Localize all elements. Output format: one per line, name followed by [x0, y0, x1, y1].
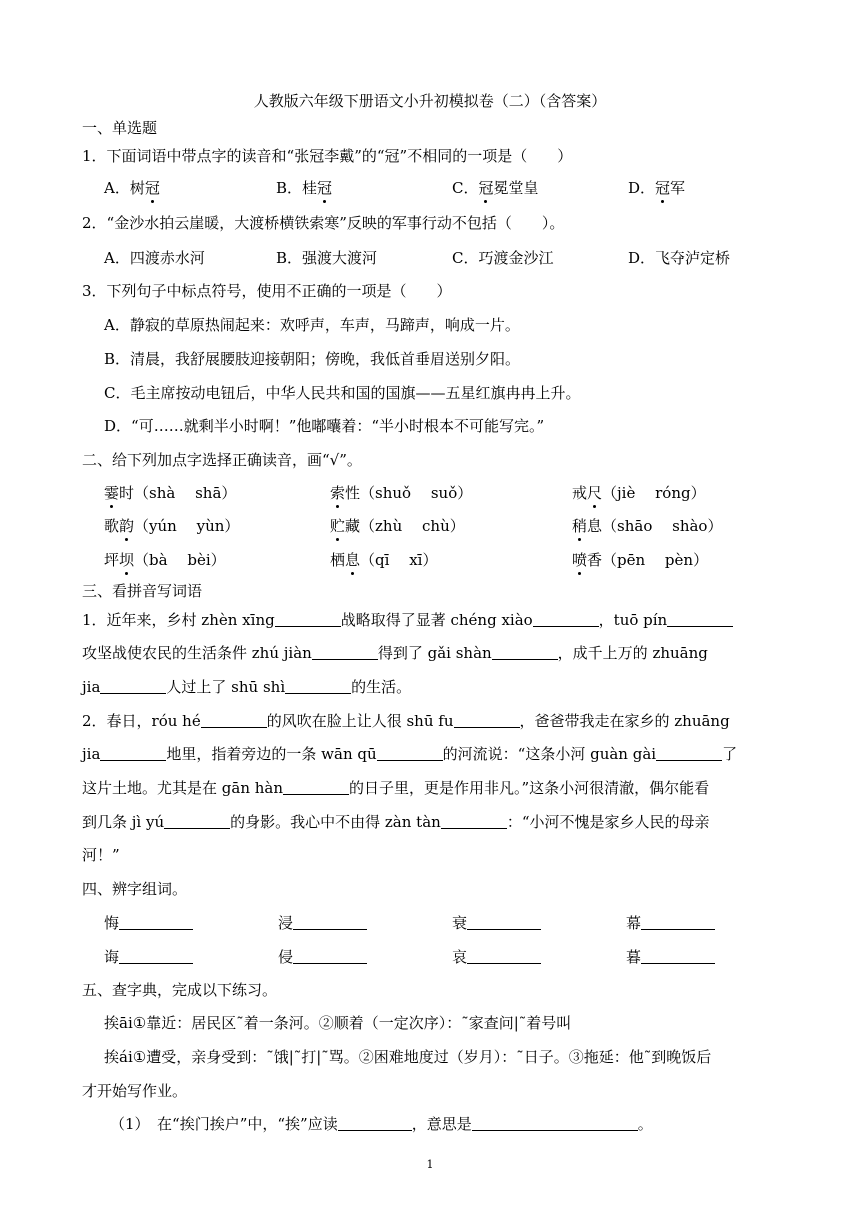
question-3-option-b: B．清晨，我舒展腰肢迎接朝阳；傍晚，我低首垂眉送别夕阳。 [104, 350, 521, 368]
q3-2-line-3: 这片土地。尤其是在 gān hàn 的日子里，更是作用非凡。”这条小河很清澈，偶尔能看 [82, 779, 710, 797]
question-3-stem: 3．下列句子中标点符号，使用不正确的一项是（ ） [82, 282, 452, 300]
dotted-char: 贮 [330, 517, 346, 535]
dictionary-entry-ai1: 挨āi①靠近：居民区˜着一条河。②顺着（一定次序）：˜家查问|˜着号叫 [104, 1014, 572, 1032]
blank[interactable] [164, 812, 230, 829]
question-1-stem: 1．下面词语中带点字的读音和“张冠李戴”的“冠”不相同的一项是（ ） [82, 147, 573, 165]
dictionary-entry-ai2-cont: 才开始写作业。 [82, 1082, 188, 1100]
q3-2-line-4: 到几条 jì yú 的身影。我心中不由得 zàn tàn ：“小河不愧是家乡人民的母亲 [82, 813, 710, 831]
blank[interactable] [441, 812, 507, 829]
question-2-option-b: B．强渡大渡河 [276, 249, 378, 267]
blank[interactable] [312, 643, 378, 660]
question-1-option-a: A．树冠 [104, 179, 160, 197]
word-item: 浸 [278, 912, 367, 933]
pinyin-item: 歌韵（yún yùn） [104, 517, 240, 535]
dotted-char: 霎 [104, 484, 120, 502]
q3-1-line-3: jia 人过上了 shū shì 的生活。 [82, 678, 412, 696]
q3-2-line-1: 2．春日，róu hé 的风吹在脸上让人很 shū fu ，爸爸带我走在家乡的 zhuāng [82, 712, 730, 730]
pinyin-item: 喷香（pēn pèn） [572, 551, 709, 569]
dotted-char: 息 [345, 551, 361, 569]
blank[interactable] [472, 1114, 638, 1131]
dotted-char: 冠 [655, 179, 671, 197]
blank[interactable] [285, 677, 351, 694]
dotted-char: 韵 [119, 517, 135, 535]
dotted-char: 稍 [572, 517, 588, 535]
question-2-option-c: C．巧渡金沙江 [452, 249, 554, 267]
question-3-option-c: C．毛主席按动电钮后，中华人民共和国的国旗——五星红旗冉冉上升。 [104, 384, 581, 402]
blank[interactable] [656, 744, 722, 761]
question-3-option-d: D．“可……就剩半小时啊！”他嘟囔着：“半小时根本不可能写完。” [104, 417, 545, 435]
blank[interactable] [201, 711, 267, 728]
blank[interactable] [100, 677, 166, 694]
blank[interactable] [293, 913, 367, 930]
page-number: 1 [426, 1158, 434, 1171]
word-item: 幕 [626, 912, 715, 933]
question-1-option-d: D．冠军 [628, 179, 686, 197]
dotted-char: 冠 [478, 179, 494, 197]
blank[interactable] [467, 913, 541, 930]
word-item: 诲 [104, 946, 193, 967]
word-item: 侵 [278, 946, 367, 967]
question-1-option-c: C．冠冕堂皇 [452, 179, 539, 197]
question-2-stem: 2．“金沙水拍云崖暖，大渡桥横铁索寒”反映的军事行动不包括（ ）。 [82, 214, 565, 232]
word-item: 悔 [104, 912, 193, 933]
pinyin-item: 戒尺（jiè róng） [572, 484, 706, 502]
blank[interactable] [338, 1114, 412, 1131]
section-heading-1: 一、单选题 [82, 119, 158, 137]
q5-sub-1: （1） 在“挨门挨户”中，“挨”应读 ，意思是 。 [110, 1115, 653, 1133]
section-heading-3: 三、看拼音写词语 [82, 582, 203, 600]
blank[interactable] [641, 947, 715, 964]
q3-1-line-1: 1．近年来，乡村 zhèn xīng 战略取得了显著 chéng xiào ，tuō pín [82, 610, 733, 630]
pinyin-item: 坪坝（bà bèi） [104, 551, 226, 569]
section-heading-5: 五、查字典，完成以下练习。 [82, 981, 278, 999]
blank[interactable] [467, 947, 541, 964]
q3-2-line-2: jia 地里，指着旁边的一条 wān qū 的河流说：“这条小河 guàn gài 了 [82, 745, 738, 763]
blank[interactable] [641, 913, 715, 930]
word-item: 哀 [452, 946, 541, 967]
blank[interactable] [667, 610, 733, 627]
document-title: 人教版六年级下册语文小升初模拟卷（二）（含答案） [253, 92, 607, 110]
blank[interactable] [454, 711, 520, 728]
blank[interactable] [283, 778, 349, 795]
blank[interactable] [533, 610, 599, 627]
pinyin-item: 霎时（shà shā） [104, 484, 237, 502]
blank[interactable] [492, 643, 558, 660]
dotted-char: 坝 [119, 551, 135, 569]
dotted-char: 尺 [587, 484, 603, 502]
q3-1-line-2: 攻坚战使农民的生活条件 zhú jiàn 得到了 gǎi shàn ，成千上万的 zhuāng [82, 644, 708, 662]
section-heading-2: 二、给下列加点字选择正确读音，画“√”。 [82, 451, 362, 469]
q3-2-line-5: 河！” [82, 846, 120, 864]
dotted-char: 冠 [317, 179, 333, 197]
question-1-option-b: B．桂冠 [276, 179, 333, 197]
word-item: 衰 [452, 912, 541, 933]
blank[interactable] [275, 610, 341, 627]
pinyin-item: 贮藏（zhù chù） [330, 517, 465, 535]
question-2-option-d: D．飞夺泸定桥 [628, 249, 731, 267]
blank[interactable] [119, 913, 193, 930]
dictionary-entry-ai2: 挨ái①遭受，亲身受到：˜饿|˜打|˜骂。②困难地度过（岁月）：˜日子。③拖延：他˜到晚饭后 [104, 1048, 712, 1066]
question-3-option-a: A．静寂的草原热闹起来：欢呼声，车声，马蹄声，响成一片。 [104, 316, 520, 334]
dotted-char: 喷 [572, 551, 588, 569]
word-item: 暮 [626, 946, 715, 967]
dotted-char: 冠 [144, 179, 160, 197]
dotted-char: 索 [330, 484, 346, 502]
pinyin-item: 稍息（shāo shào） [572, 517, 723, 535]
section-heading-4: 四、辨字组词。 [82, 880, 188, 898]
pinyin-item: 索性（shuǒ suǒ） [330, 484, 473, 502]
blank[interactable] [119, 947, 193, 964]
pinyin-item: 栖息（qī xī） [330, 551, 438, 569]
blank[interactable] [377, 744, 443, 761]
blank[interactable] [100, 744, 166, 761]
blank[interactable] [293, 947, 367, 964]
question-2-option-a: A．四渡赤水河 [104, 249, 205, 267]
